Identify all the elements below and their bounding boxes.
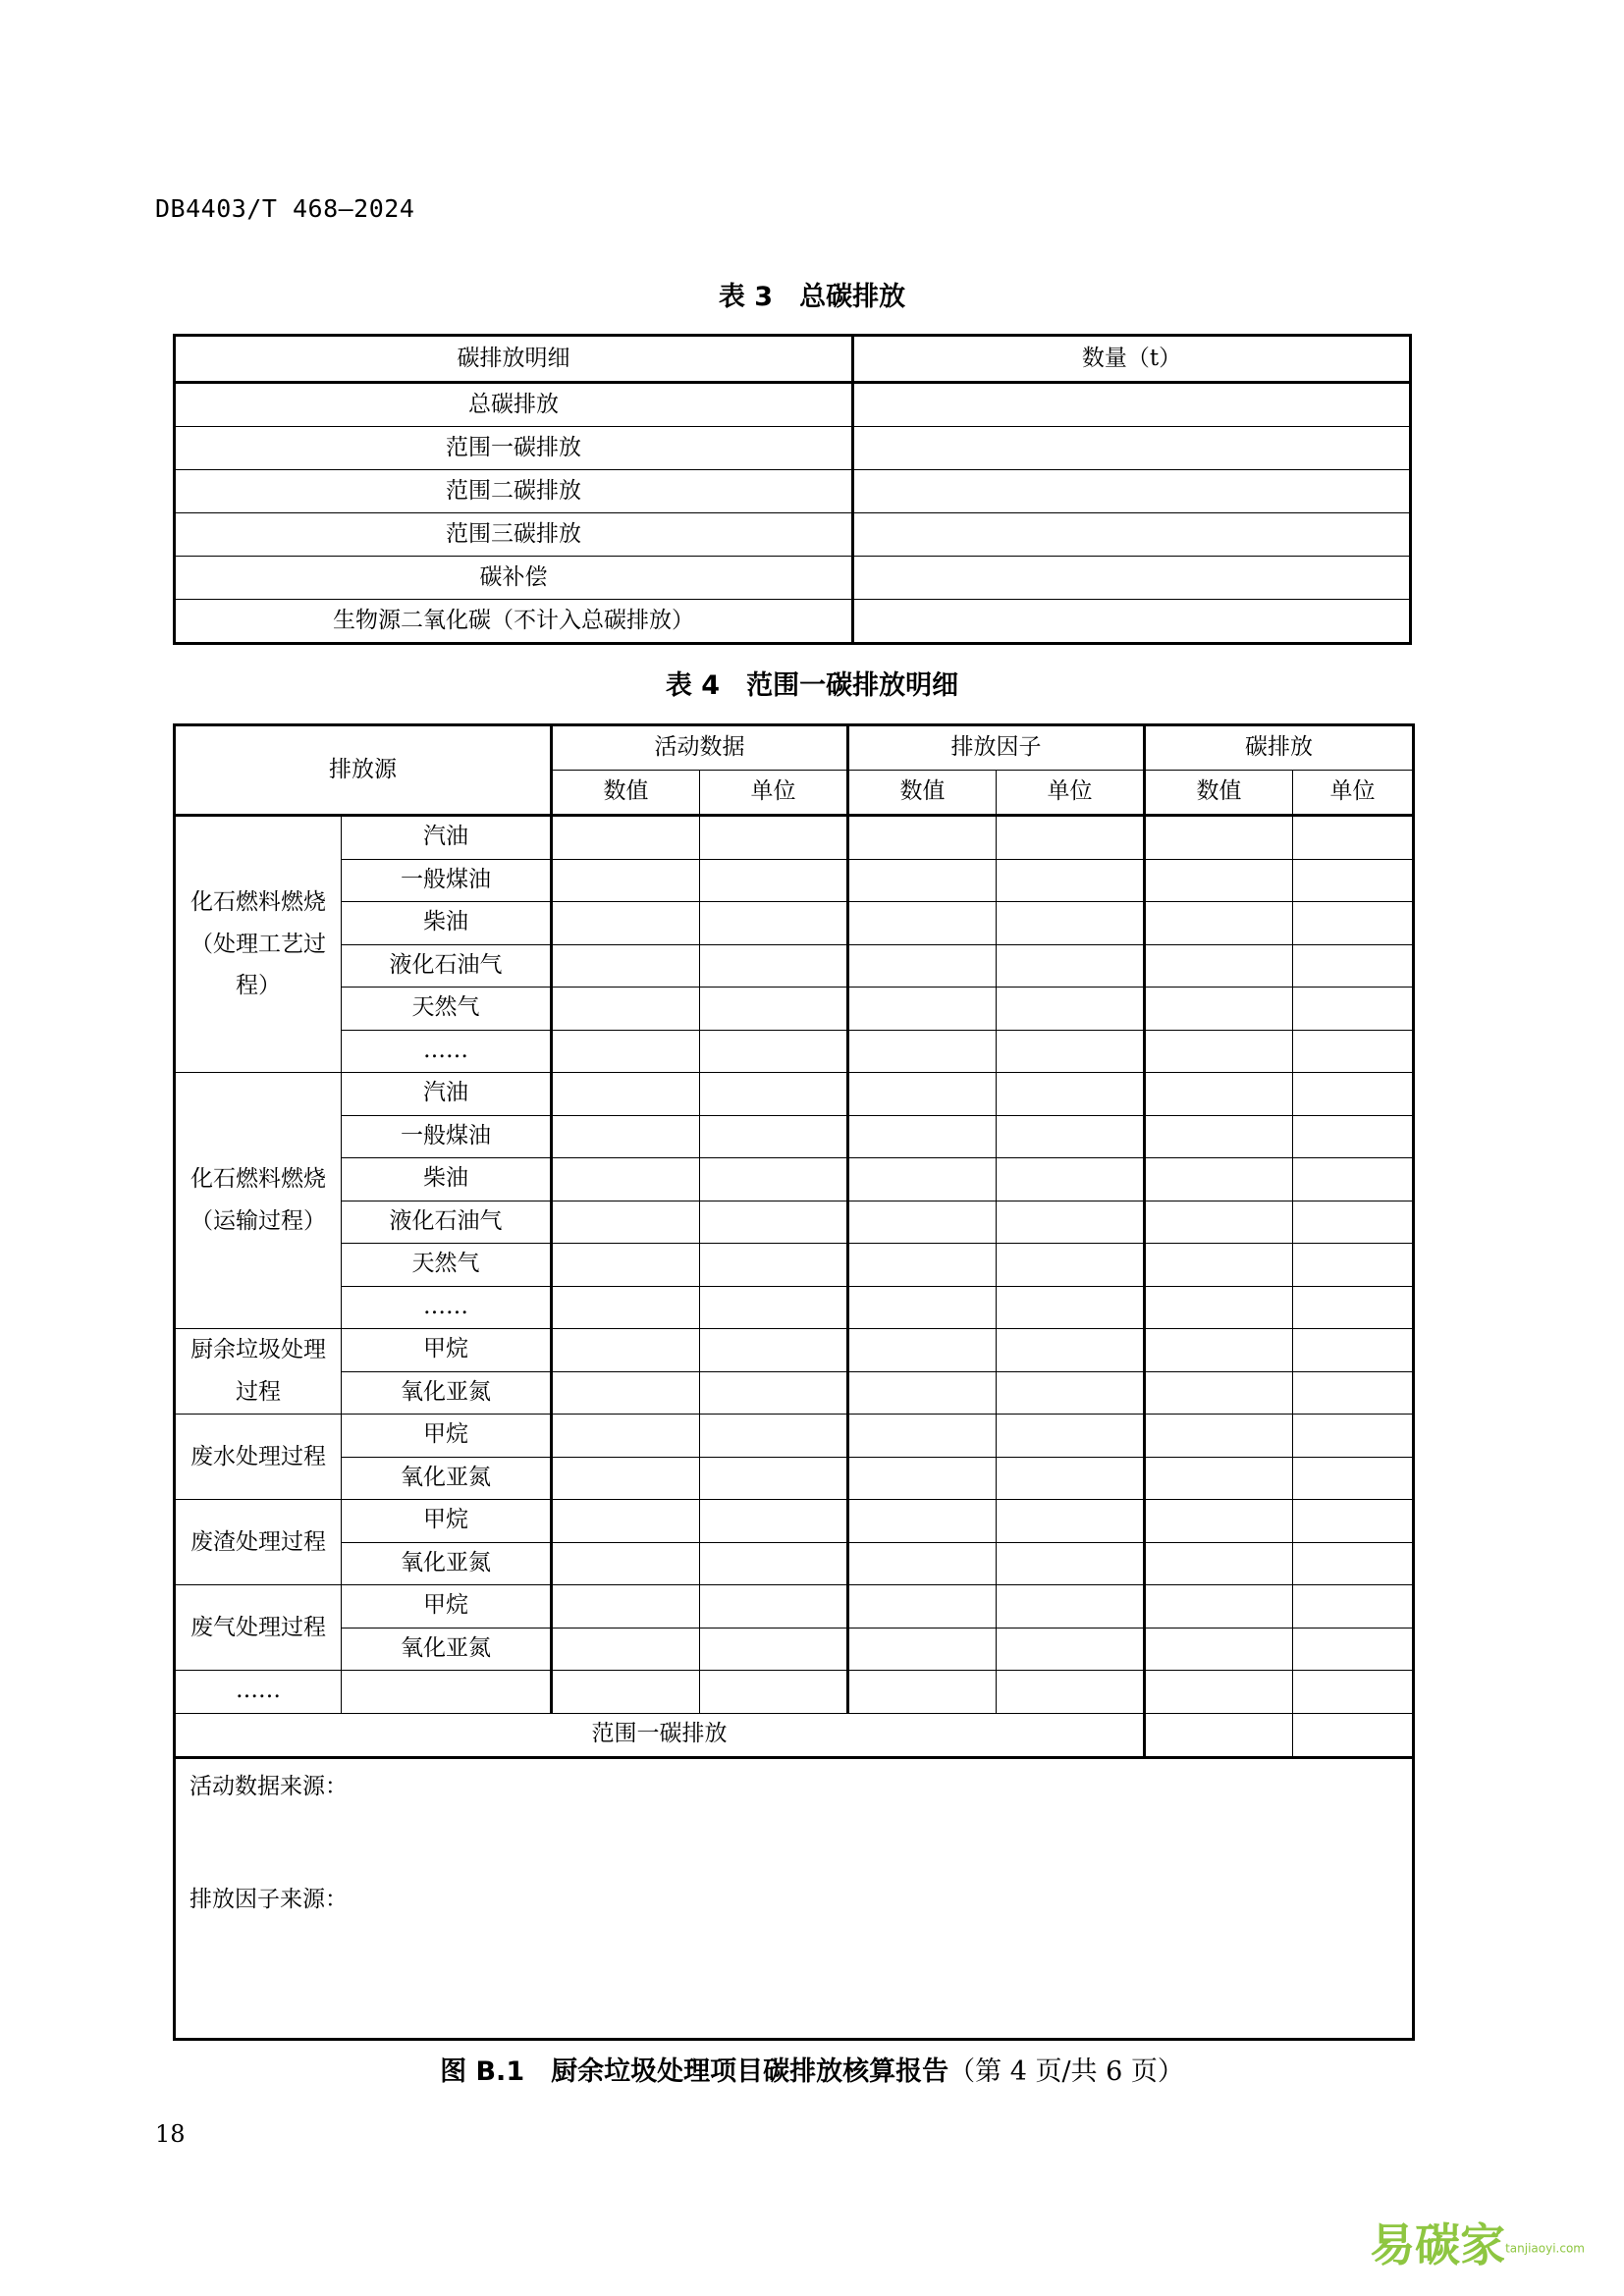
- table4-value-cell: [848, 988, 997, 1031]
- table4-value-cell: [1293, 1713, 1414, 1757]
- table4-value-cell: [552, 1030, 700, 1073]
- table4-value-cell: [700, 944, 848, 988]
- table4-value-cell: [1293, 1201, 1414, 1244]
- table4-value-cell: [1293, 1671, 1414, 1714]
- table4-value-cell: [552, 1073, 700, 1116]
- table4-value-cell: [700, 1671, 848, 1714]
- table3-row-label: 范围一碳排放: [175, 427, 853, 470]
- table4-group-label: 废水处理过程: [175, 1415, 342, 1500]
- table4-value-cell: [848, 1457, 997, 1500]
- table4-value-cell: [1145, 1371, 1293, 1415]
- table4-value-cell: [1293, 1500, 1414, 1543]
- table4-value-cell: [552, 988, 700, 1031]
- table4-sub-header: 单位: [1293, 771, 1414, 816]
- table4-value-cell: [997, 1030, 1145, 1073]
- table4-value-cell: [1293, 902, 1414, 945]
- table4-value-cell: [1293, 1329, 1414, 1372]
- table4-row: [175, 1542, 1414, 1585]
- table3-value-cell: [853, 427, 1411, 470]
- table3-value-cell: [853, 470, 1411, 513]
- table4-ellipsis-cell: ……: [175, 1671, 342, 1714]
- table4-value-cell: [848, 902, 997, 945]
- table3-value-cell: [853, 600, 1411, 644]
- table4-sub-header: 数值: [848, 771, 997, 816]
- table4-total-row: [175, 1713, 1414, 1757]
- table4-row: [175, 1158, 1414, 1201]
- table4-group-label: 废渣处理过程: [175, 1500, 342, 1585]
- table4-value-cell: [997, 1201, 1145, 1244]
- table4-value-cell: [700, 1329, 848, 1372]
- table4-item-label: 氧化亚氮: [342, 1542, 552, 1585]
- table4-item-label: ……: [342, 1030, 552, 1073]
- table3-row: [175, 557, 1411, 600]
- table4-header-row: [175, 725, 1414, 771]
- table4-value-cell: [700, 1115, 848, 1158]
- table4-item-label: 甲烷: [342, 1329, 552, 1372]
- table4-row: [175, 902, 1414, 945]
- table3-row: [175, 513, 1411, 557]
- table4-value-cell: [1145, 902, 1293, 945]
- table4-value-cell: [1145, 859, 1293, 902]
- table4-value-cell: [1293, 944, 1414, 988]
- table4-row: [175, 1500, 1414, 1543]
- table4-group-label: 废气处理过程: [175, 1585, 342, 1671]
- table4-value-cell: [848, 1073, 997, 1116]
- table4-value-cell: [552, 1457, 700, 1500]
- table4-total-label: 范围一碳排放: [175, 1713, 1145, 1757]
- total-emission-table: [173, 334, 1412, 645]
- table4-value-cell: [1145, 1628, 1293, 1671]
- table4-value-cell: [552, 859, 700, 902]
- table4-value-cell: [997, 1286, 1145, 1329]
- table4-item-label: 液化石油气: [342, 1201, 552, 1244]
- table4-item-label: 一般煤油: [342, 1115, 552, 1158]
- table4-value-cell: [1293, 1371, 1414, 1415]
- table4-value-cell: [848, 1329, 997, 1372]
- table4-row: [175, 1286, 1414, 1329]
- watermark-logo: [1370, 2210, 1585, 2274]
- table4-row: [175, 1671, 1414, 1714]
- table4-source-header: 排放源: [175, 725, 552, 816]
- table4-value-cell: [1145, 1500, 1293, 1543]
- table3-row: [175, 600, 1411, 644]
- table4-value-cell: [1145, 1244, 1293, 1287]
- table4-value-cell: [848, 1158, 997, 1201]
- table4-value-cell: [700, 1286, 848, 1329]
- table4-value-cell: [1145, 1030, 1293, 1073]
- watermark-sub: tanjiaoyi.com: [1505, 2241, 1585, 2256]
- table4-value-cell: [1293, 1286, 1414, 1329]
- table4-value-cell: [997, 1671, 1145, 1714]
- table4-value-cell: [848, 1628, 997, 1671]
- table4-item-label: 一般煤油: [342, 859, 552, 902]
- table4-row: [175, 1115, 1414, 1158]
- table4-value-cell: [552, 1415, 700, 1458]
- table4-value-cell: [1293, 1585, 1414, 1629]
- emission-factor-source-label: 排放因子来源：: [189, 1887, 348, 1913]
- table4-value-cell: [848, 1585, 997, 1629]
- table3-row: [175, 470, 1411, 513]
- table4-group-label: 化石燃料燃烧（处理工艺过程）: [175, 816, 342, 1073]
- table4-value-cell: [552, 944, 700, 988]
- table4-value-cell: [700, 1628, 848, 1671]
- table4-value-cell: [700, 988, 848, 1031]
- document-code: DB4403/T 468—2024: [155, 194, 415, 223]
- figure-pages: （第 4 页/共 6 页）: [948, 2056, 1184, 2087]
- table4-value-cell: [700, 1244, 848, 1287]
- table4-row: [175, 1201, 1414, 1244]
- table4-item-label: 柴油: [342, 902, 552, 945]
- table3-row: [175, 427, 1411, 470]
- table4-value-cell: [1293, 1542, 1414, 1585]
- table4-value-cell: [552, 1585, 700, 1629]
- table4-value-cell: [848, 1201, 997, 1244]
- table4-value-cell: [997, 1542, 1145, 1585]
- table4-value-cell: [848, 1500, 997, 1543]
- table4-value-cell: [1145, 1671, 1293, 1714]
- table4-row: [175, 988, 1414, 1031]
- table3-row-label: 范围三碳排放: [175, 513, 853, 557]
- table4-item-label: 氧化亚氮: [342, 1457, 552, 1500]
- table4-row: [175, 1585, 1414, 1629]
- table4-value-cell: [848, 1030, 997, 1073]
- table4-value-cell: [997, 1329, 1145, 1372]
- table4-value-cell: [848, 944, 997, 988]
- table4-row: [175, 1628, 1414, 1671]
- table4-value-cell: [848, 1371, 997, 1415]
- table4-value-cell: [552, 1115, 700, 1158]
- table4-value-cell: [848, 1415, 997, 1458]
- table4-row: [175, 1415, 1414, 1458]
- table4-value-cell: [1145, 944, 1293, 988]
- table4-value-cell: [700, 1371, 848, 1415]
- table4-value-cell: [700, 859, 848, 902]
- table4-value-cell: [700, 1415, 848, 1458]
- table4-row: [175, 944, 1414, 988]
- table4-value-cell: [997, 1244, 1145, 1287]
- table4-value-cell: [700, 816, 848, 860]
- table4-value-cell: [848, 1244, 997, 1287]
- table4-item-label: 液化石油气: [342, 944, 552, 988]
- table4-value-cell: [552, 1628, 700, 1671]
- figure-caption: [0, 2050, 1624, 2088]
- table4-value-cell: [700, 1158, 848, 1201]
- table4-sub-header: 数值: [552, 771, 700, 816]
- table4-notes-row: [175, 1757, 1414, 2039]
- table4-value-cell: [1145, 1073, 1293, 1116]
- table4-value-cell: [997, 944, 1145, 988]
- table4-value-cell: [997, 1585, 1145, 1629]
- table4-value-cell: [552, 816, 700, 860]
- table4-value-cell: [1293, 816, 1414, 860]
- table4-value-cell: [1293, 1158, 1414, 1201]
- table4-value-cell: [848, 816, 997, 860]
- table4-title: 表 4 范围一碳排放明细: [665, 670, 959, 701]
- activity-data-source-label: 活动数据来源：: [189, 1773, 348, 1799]
- table4-value-cell: [700, 902, 848, 945]
- table4-value-cell: [997, 859, 1145, 902]
- table4-value-cell: [552, 1542, 700, 1585]
- table4-value-cell: [1293, 988, 1414, 1031]
- table4-value-cell: [997, 1457, 1145, 1500]
- table3-value-cell: [853, 383, 1411, 427]
- table4-group-label: 厨余垃圾处理过程: [175, 1329, 342, 1415]
- table4-value-cell: [1145, 1585, 1293, 1629]
- table4-item-label: 汽油: [342, 1073, 552, 1116]
- table4-value-cell: [1145, 1415, 1293, 1458]
- table4-value-cell: [552, 1201, 700, 1244]
- table4-value-cell: [997, 1115, 1145, 1158]
- table4-row: [175, 1371, 1414, 1415]
- table4-value-cell: [1145, 1201, 1293, 1244]
- table4-value-cell: [848, 1671, 997, 1714]
- table4-value-cell: [700, 1030, 848, 1073]
- table3-header-row: [175, 336, 1411, 383]
- table4-value-cell: [552, 1329, 700, 1372]
- table4-value-cell: [552, 1286, 700, 1329]
- table4-sub-header: 数值: [1145, 771, 1293, 816]
- table4-value-cell: [552, 1158, 700, 1201]
- table4-value-cell: [848, 859, 997, 902]
- table4-value-cell: [997, 1158, 1145, 1201]
- table4-value-cell: [1145, 1286, 1293, 1329]
- table3-col-header: 数量（t）: [853, 336, 1411, 383]
- table4-row: [175, 1030, 1414, 1073]
- table3-col-header: 碳排放明细: [175, 336, 853, 383]
- table4-value-cell: [997, 902, 1145, 945]
- table4-value-cell: [848, 1286, 997, 1329]
- table4-value-cell: [1145, 816, 1293, 860]
- table4-row: [175, 816, 1414, 860]
- table4-value-cell: [1145, 1457, 1293, 1500]
- table4-row: [175, 859, 1414, 902]
- table4-value-cell: [552, 902, 700, 945]
- table3-row-label: 碳补偿: [175, 557, 853, 600]
- table4-group-label: 化石燃料燃烧（运输过程）: [175, 1073, 342, 1329]
- table4-value-cell: [997, 1628, 1145, 1671]
- table4-value-cell: [1293, 1628, 1414, 1671]
- watermark-text: 易碳家: [1370, 2218, 1506, 2271]
- table4-item-label: ……: [342, 1286, 552, 1329]
- table4-value-cell: [552, 1671, 700, 1714]
- table3-row: [175, 383, 1411, 427]
- table4-value-cell: [1293, 859, 1414, 902]
- table4-row: [175, 1244, 1414, 1287]
- table4-row: [175, 1329, 1414, 1372]
- table4-value-cell: [1145, 1713, 1293, 1757]
- table4-item-label: 汽油: [342, 816, 552, 860]
- table3-row-label: 范围二碳排放: [175, 470, 853, 513]
- table4-value-cell: [552, 1244, 700, 1287]
- figure-label: 图 B.1 厨余垃圾处理项目碳排放核算报告: [440, 2056, 949, 2087]
- scope1-emission-table: [173, 723, 1415, 2041]
- table4-value-cell: [1293, 1030, 1414, 1073]
- table4-sub-header: 单位: [997, 771, 1145, 816]
- table4-value-cell: [997, 1371, 1145, 1415]
- table4-item-label: 甲烷: [342, 1585, 552, 1629]
- table4-value-cell: [997, 988, 1145, 1031]
- table4-value-cell: [1293, 1244, 1414, 1287]
- table4-value-cell: [1145, 1115, 1293, 1158]
- note-spacer: [189, 1801, 1398, 1886]
- table4-value-cell: [700, 1542, 848, 1585]
- table4-sub-header: 单位: [700, 771, 848, 816]
- table4-value-cell: [700, 1201, 848, 1244]
- table3-title: 表 3 总碳排放: [718, 282, 906, 312]
- table4-value-cell: [552, 1500, 700, 1543]
- table4-item-label: 氧化亚氮: [342, 1628, 552, 1671]
- table3-value-cell: [853, 513, 1411, 557]
- table4-value-cell: [1145, 1158, 1293, 1201]
- table4-value-cell: [700, 1073, 848, 1116]
- table3-row-label: 总碳排放: [175, 383, 853, 427]
- table4-value-cell: [997, 816, 1145, 860]
- table4-value-cell: [1293, 1457, 1414, 1500]
- table4-item-label: [342, 1671, 552, 1714]
- page-number: 18: [155, 2120, 186, 2148]
- table4-value-cell: [1145, 988, 1293, 1031]
- table4-value-cell: [700, 1500, 848, 1543]
- table4-notes-cell: [175, 1757, 1414, 2039]
- table3-value-cell: [853, 557, 1411, 600]
- table4-value-cell: [997, 1073, 1145, 1116]
- table4-value-cell: [848, 1542, 997, 1585]
- table4-row: [175, 1457, 1414, 1500]
- table4-value-cell: [700, 1585, 848, 1629]
- table4-value-cell: [1293, 1115, 1414, 1158]
- table4-item-label: 氧化亚氮: [342, 1371, 552, 1415]
- table4-item-label: 柴油: [342, 1158, 552, 1201]
- table4-value-cell: [1145, 1542, 1293, 1585]
- table4-value-cell: [552, 1371, 700, 1415]
- table3-row-label: 生物源二氧化碳（不计入总碳排放）: [175, 600, 853, 644]
- table4-item-label: 天然气: [342, 1244, 552, 1287]
- table4-value-cell: [1293, 1415, 1414, 1458]
- table4-group-header: 碳排放: [1145, 725, 1414, 771]
- table4-value-cell: [1145, 1329, 1293, 1372]
- table4-item-label: 甲烷: [342, 1415, 552, 1458]
- table4-value-cell: [997, 1415, 1145, 1458]
- table4-value-cell: [848, 1115, 997, 1158]
- table4-item-label: 甲烷: [342, 1500, 552, 1543]
- table4-group-header: 排放因子: [848, 725, 1145, 771]
- table4-group-header: 活动数据: [552, 725, 848, 771]
- table4-value-cell: [1293, 1073, 1414, 1116]
- table4-value-cell: [700, 1457, 848, 1500]
- table4-item-label: 天然气: [342, 988, 552, 1031]
- table4-row: [175, 1073, 1414, 1116]
- table4-value-cell: [997, 1500, 1145, 1543]
